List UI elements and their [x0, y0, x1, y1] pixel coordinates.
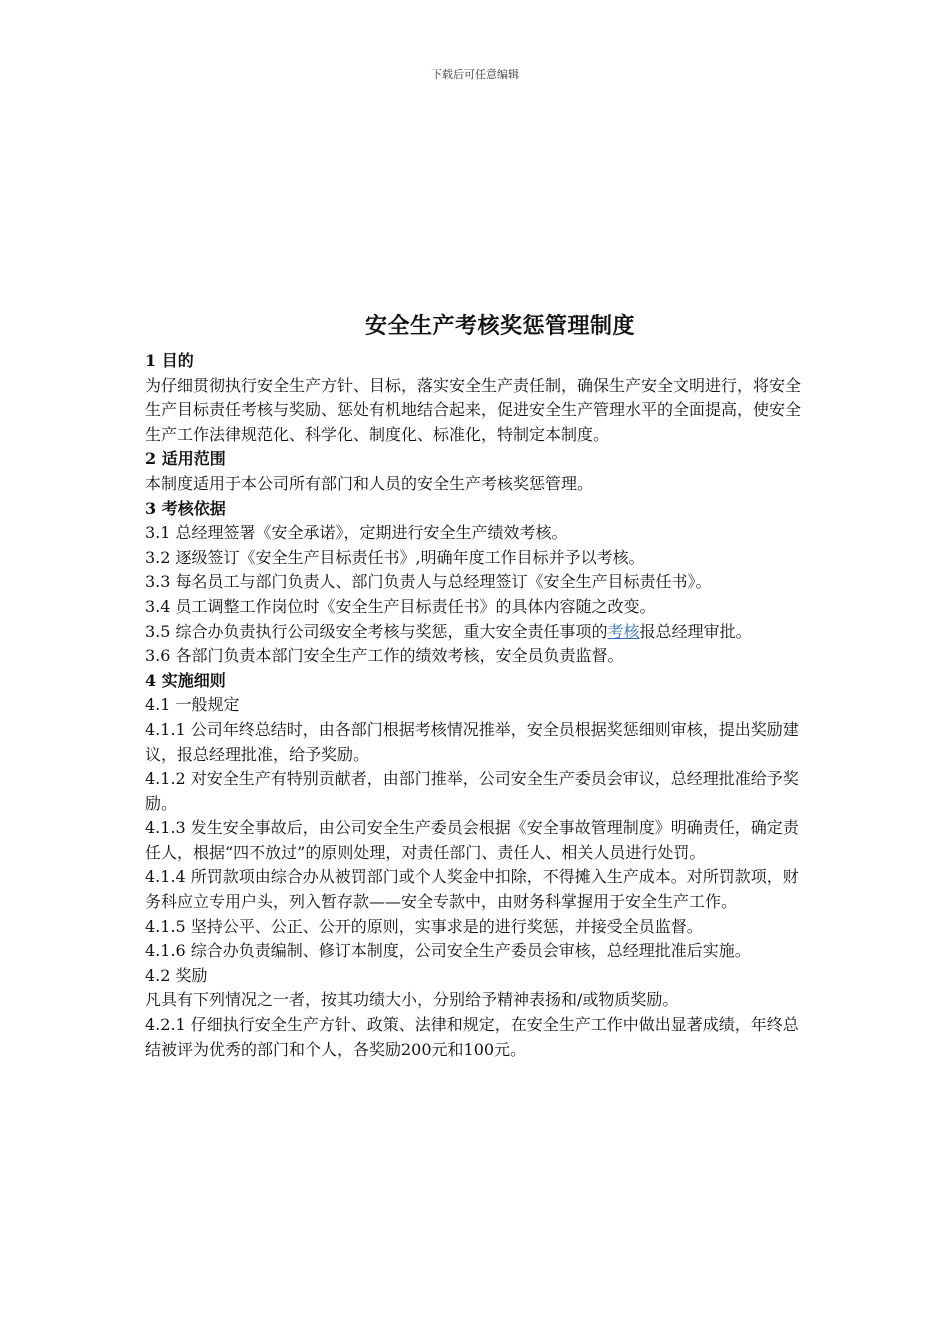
section-heading-basis: 3 考核依据	[145, 498, 226, 518]
paragraph-4-1-3: 4.1.3 发生安全事故后，由公司安全生产委员会根据《安全事故管理制度》明确责任，确定责任人，根据“四不放过”的原则处理，对责任部门、责任人、相关人员进行处罚。	[145, 818, 799, 862]
paragraph-3-1: 3.1 总经理签署《安全承诺》，定期进行安全生产绩效考核。	[145, 523, 568, 543]
paragraph-3-2: 3.2 逐级签订《安全生产目标责任书》,明确年度工作目标并予以考核。	[145, 547, 645, 567]
paragraph-3-5	[145, 620, 813, 645]
paragraph-4-1-4: 4.1.4 所罚款项由综合办从被罚部门或个人奖金中扣除，不得摊入生产成本。对所罚款项，财务科应立专用户头，列入暂存款——安全专款中，由财务科掌握用于安全生产工作。	[145, 867, 799, 912]
paragraph-3-6: 3.6 各部门负责本部门安全生产工作的绩效考核，安全员负责监督。	[145, 646, 624, 666]
paragraph-3-4: 3.4 员工调整工作岗位时《安全生产目标责任书》的具体内容随之改变。	[145, 596, 656, 616]
paragraph-4-1-2: 4.1.2 对安全生产有特别贡献者，由部门推举，公司安全生产委员会审议，总经理批准给予奖励。	[145, 769, 799, 813]
page-header-note: 下载后可任意编辑	[431, 68, 519, 81]
paragraph-scope: 本制度适用于本公司所有部门和人员的安全生产考核奖惩管理。	[145, 473, 594, 493]
paragraph-3-5-text-after: 报总经理审批。	[639, 621, 752, 641]
paragraph-4-2: 凡具有下列情况之一者，按其功绩大小，分别给予精神表扬和/或物质奖励。	[145, 990, 679, 1010]
paragraph-4-1-6: 4.1.6 综合办负责编制、修订本制度，公司安全生产委员会审核，总经理批准后实施。	[145, 941, 751, 961]
paragraph-purpose: 为仔细贯彻执行安全生产方针、目标，落实安全生产责任制，确保生产安全文明进行，将安全生产目标责任考核与奖励、惩处有机地结合起来，促进安全生产管理水平的全面提高，使安全生产工作法律规范化、科学化、制度化、标准化，特制定本制度。	[145, 375, 802, 444]
section-heading-scope: 2 适用范围	[145, 449, 226, 469]
paragraph-3-5-text-before: 3.5 综合办负责执行公司级安全考核与奖惩，重大安全责任事项的	[145, 621, 608, 641]
document-title: 安全生产考核奖惩管理制度	[364, 313, 635, 339]
subheading-rewards: 4.2 奖励	[145, 965, 208, 985]
paragraph-4-2-1: 4.2.1 仔细执行安全生产方针、政策、法律和规定，在安全生产工作中做出显著成绩，年终总结被评为优秀的部门和个人，各奖励200元和100元。	[145, 1015, 799, 1059]
paragraph-3-3: 3.3 每名员工与部门负责人、部门负责人与总经理签订《安全生产目标责任书》。	[145, 572, 712, 592]
assessment-link[interactable]: 考核	[607, 621, 640, 641]
section-heading-purpose: 1 目的	[145, 351, 194, 370]
paragraph-4-1-1: 4.1.1 公司年终总结时，由各部门根据考核情况推举，安全员根据奖惩细则审核，提出奖励建议，报总经理批准，给予奖励。	[145, 719, 799, 764]
paragraph-4-1-5: 4.1.5 坚持公平、公正、公开的原则，实事求是的进行奖惩，并接受全员监督。	[145, 916, 703, 936]
section-heading-implementation: 4 实施细则	[145, 670, 226, 690]
subheading-general-rules: 4.1 一般规定	[145, 695, 240, 715]
document-body	[145, 349, 813, 1062]
